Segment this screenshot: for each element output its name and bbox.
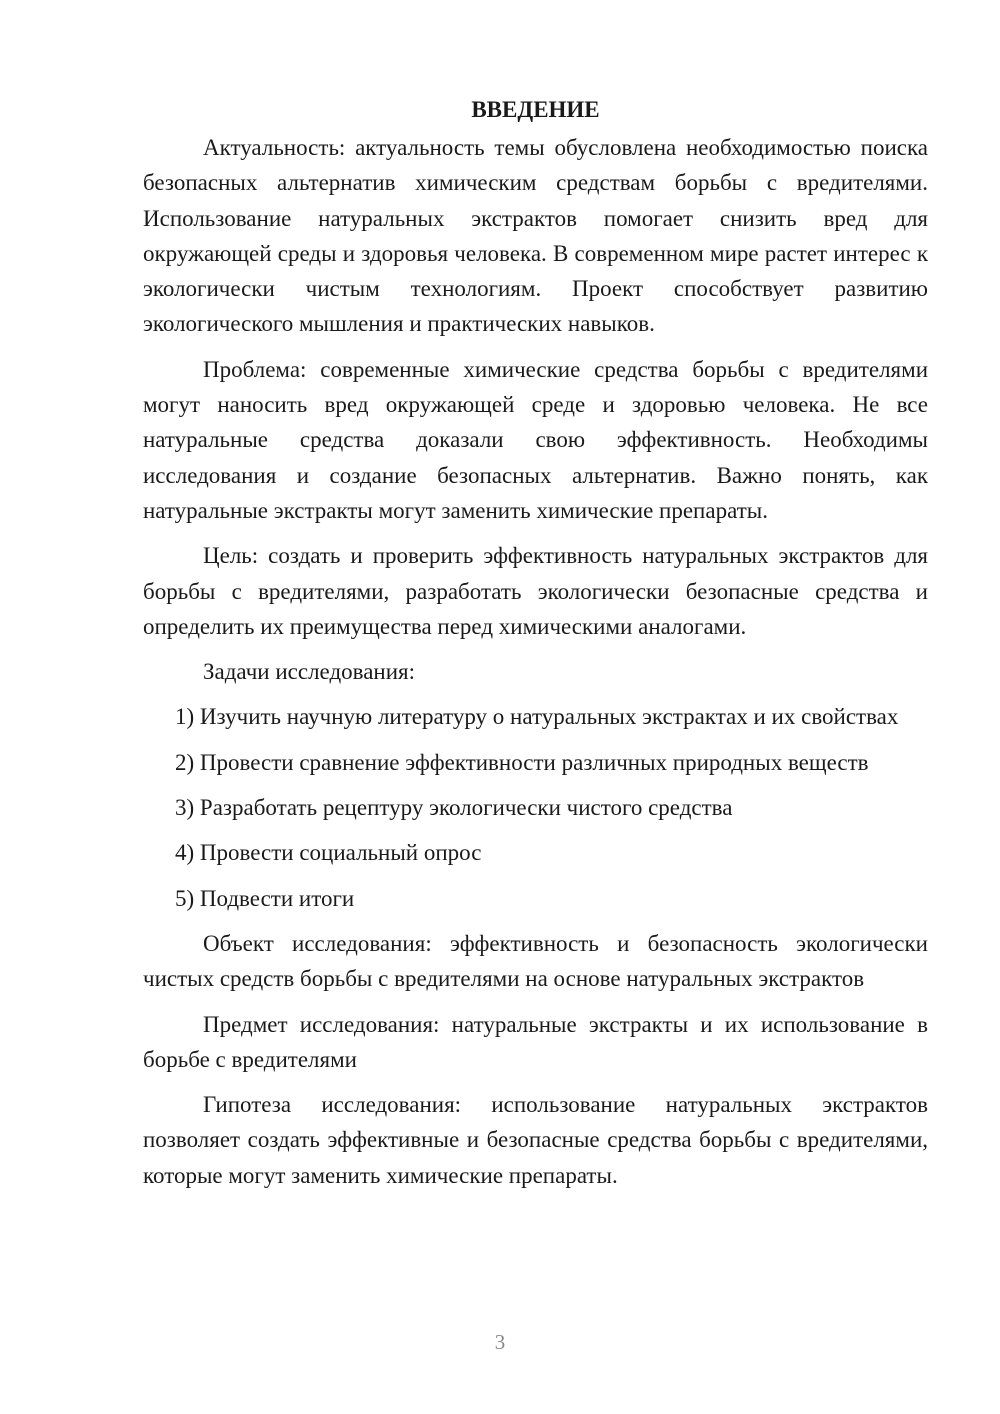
task-item-5: 5) Подвести итоги [175,885,355,911]
task-item-1: 1) Изучить научную литературу о натуральных экстрактах и их свойствах [175,704,899,730]
page-title: ВВЕДЕНИЕ [471,97,600,122]
page-number: 3 [494,1330,506,1354]
tasks-heading: Задачи исследования: [203,659,416,685]
paragraph-relevance: Актуальность: актуальность темы обусловлена необходимостью поиска безопасных альтернатив химическим средствам борьбы с вредителями. Использование натуральных экстрактов помогает снизить вред для окружающей среды и здоровья человека. В современном мире растет интерес к экологически чистым технологиям. Проект способствует развитию экологического мышления и практических навыков. [143,135,928,337]
paragraph-hypothesis: Гипотеза исследования: использование натуральных экстрактов позволяет создать эффективные и безопасные средства борьбы с вредителями, которые могут заменить химические препараты. [143,1092,928,1188]
paragraph-subject: Предмет исследования: натуральные экстракты и их использование в борьбе с вредителями [143,1011,928,1072]
task-item-3: 3) Разработать рецептуру экологически чистого средства [175,795,733,821]
document-page [143,92,928,1193]
task-item-2: 2) Провести сравнение эффективности различных природных веществ [175,749,869,775]
paragraph-goal: Цель: создать и проверить эффективность натуральных экстрактов для борьбы с вредителями, разработать экологически безопасные средства и определить их преимущества перед химическими аналогами. [143,543,928,639]
paragraph-problem: Проблема: современные химические средства борьбы с вредителями могут наносить вред окружающей среде и здоровью человека. Не все натуральные средства доказали свою эффективность. Необходимы исследования и создание безопасных альтернатив. Важно понять, как натуральные экстракты могут заменить химические препараты. [143,356,928,523]
task-item-4: 4) Провести социальный опрос [175,840,482,866]
paragraph-object: Объект исследования: эффективность и безопасность экологически чистых средств борьбы с вредителями на основе натуральных экстрактов [143,930,928,992]
